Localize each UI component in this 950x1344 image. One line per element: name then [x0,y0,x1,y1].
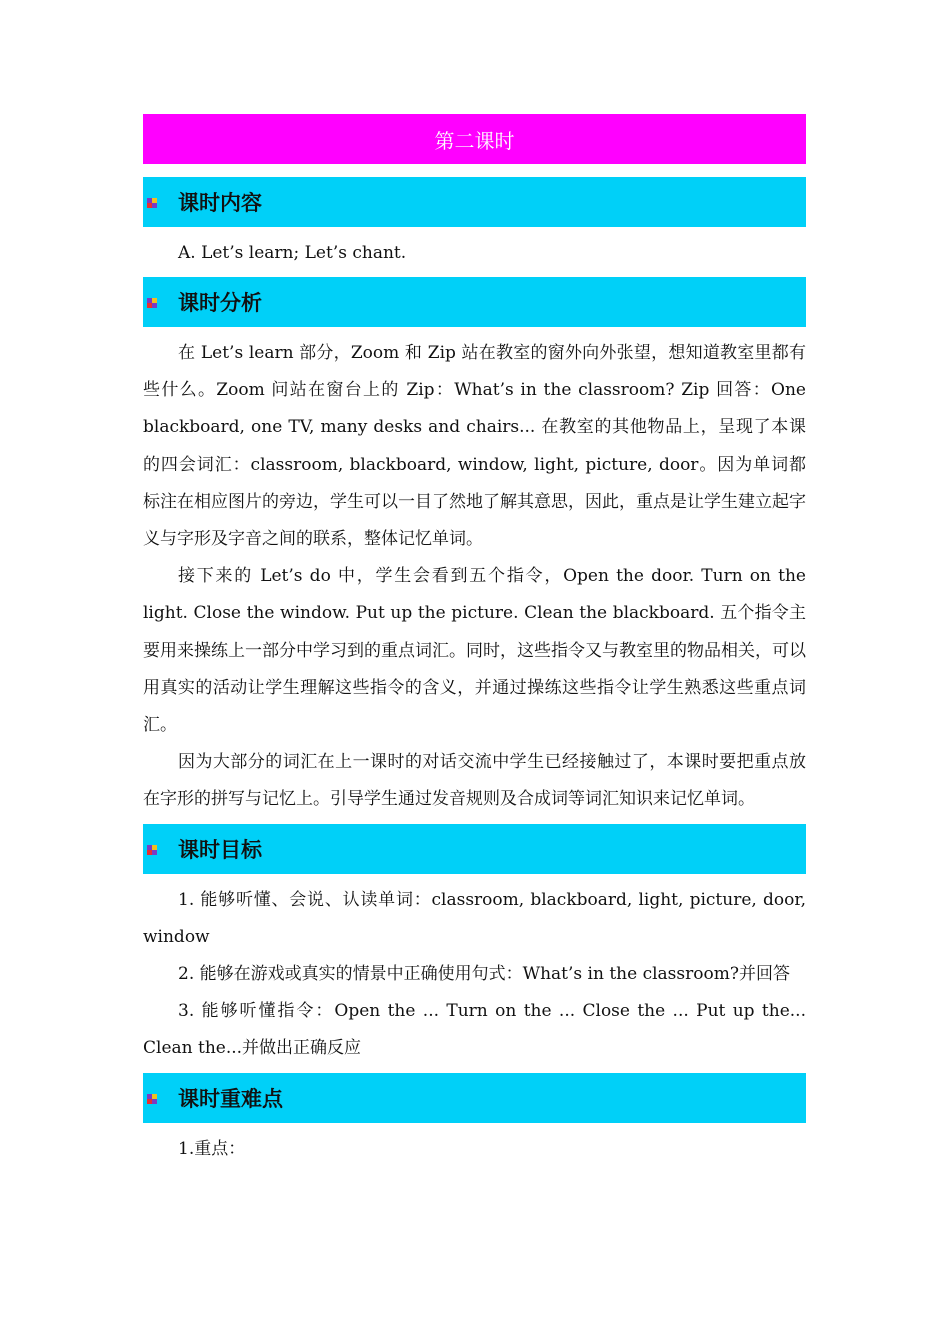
bullet-icon [146,844,158,856]
section-header-goals [143,824,806,874]
analysis-paragraph: 在 Let’s learn 部分，Zoom 和 Zip 站在教室的窗外向外张望，想知道教室里都有些什么。Zoom 问站在窗台上的 Zip：What’s in the classroom? Zip 回答：One blackboard, one TV, many desks and chairs... 在教室的其他物品上，呈现了本课的四会词汇：classroom, blackboard, window, light, picture, door。因为单词都标注在相应图片的旁边，学生可以一目了然地了解其意思，因此，重点是让学生建立起字义与字形及字音之间的联系，整体记忆单词。 [143,343,806,550]
lesson-title-bar [143,114,806,164]
goal-item: 3. 能够听懂指令：Open the ... Turn on the ... Close the ... Put up the... Clean the...并做出正确反应 [143,1001,806,1059]
section-header-content [143,177,806,227]
lesson-page [143,114,806,1168]
goal-item: 1. 能够听懂、会说、认读单词：classroom, blackboard, light, picture, door, window [143,889,806,947]
section-header-analysis [143,277,806,327]
section-heading: 课时目标 [178,837,262,862]
analysis-paragraph: 因为大部分的词汇在上一课时的对话交流中学生已经接触过了，本课时要把重点放在字形的拼写与记忆上。引导学生通过发音规则及合成词等词汇知识来记忆单词。 [143,752,806,810]
section-heading: 课时分析 [178,291,262,315]
section-header-key-points [143,1073,806,1123]
bullet-icon [146,297,158,309]
goal-item: 2. 能够在游戏或真实的情景中正确使用句式：What’s in the classroom?并回答 [178,964,790,985]
analysis-paragraph: 接下来的 Let’s do 中，学生会看到五个指令，Open the door. Turn on the light. Close the window. Put up the picture. Clean the blackboard. 五个指令主要用来操练上一部分中学习到的重点词汇。同时，这些指令又与教室里的物品相关，可以用真实的活动让学生理解这些指令的含义，并通过操练这些指令让学生熟悉这些重点词汇。 [143,566,806,736]
key-point-line: 1.重点： [178,1138,246,1159]
content-line: A. Let’s learn; Let’s chant. [178,243,407,263]
lesson-title: 第二课时 [434,128,515,153]
bullet-icon [146,197,158,209]
bullet-icon [146,1093,158,1105]
section-heading: 课时重难点 [178,1086,283,1111]
section-heading: 课时内容 [178,191,262,215]
